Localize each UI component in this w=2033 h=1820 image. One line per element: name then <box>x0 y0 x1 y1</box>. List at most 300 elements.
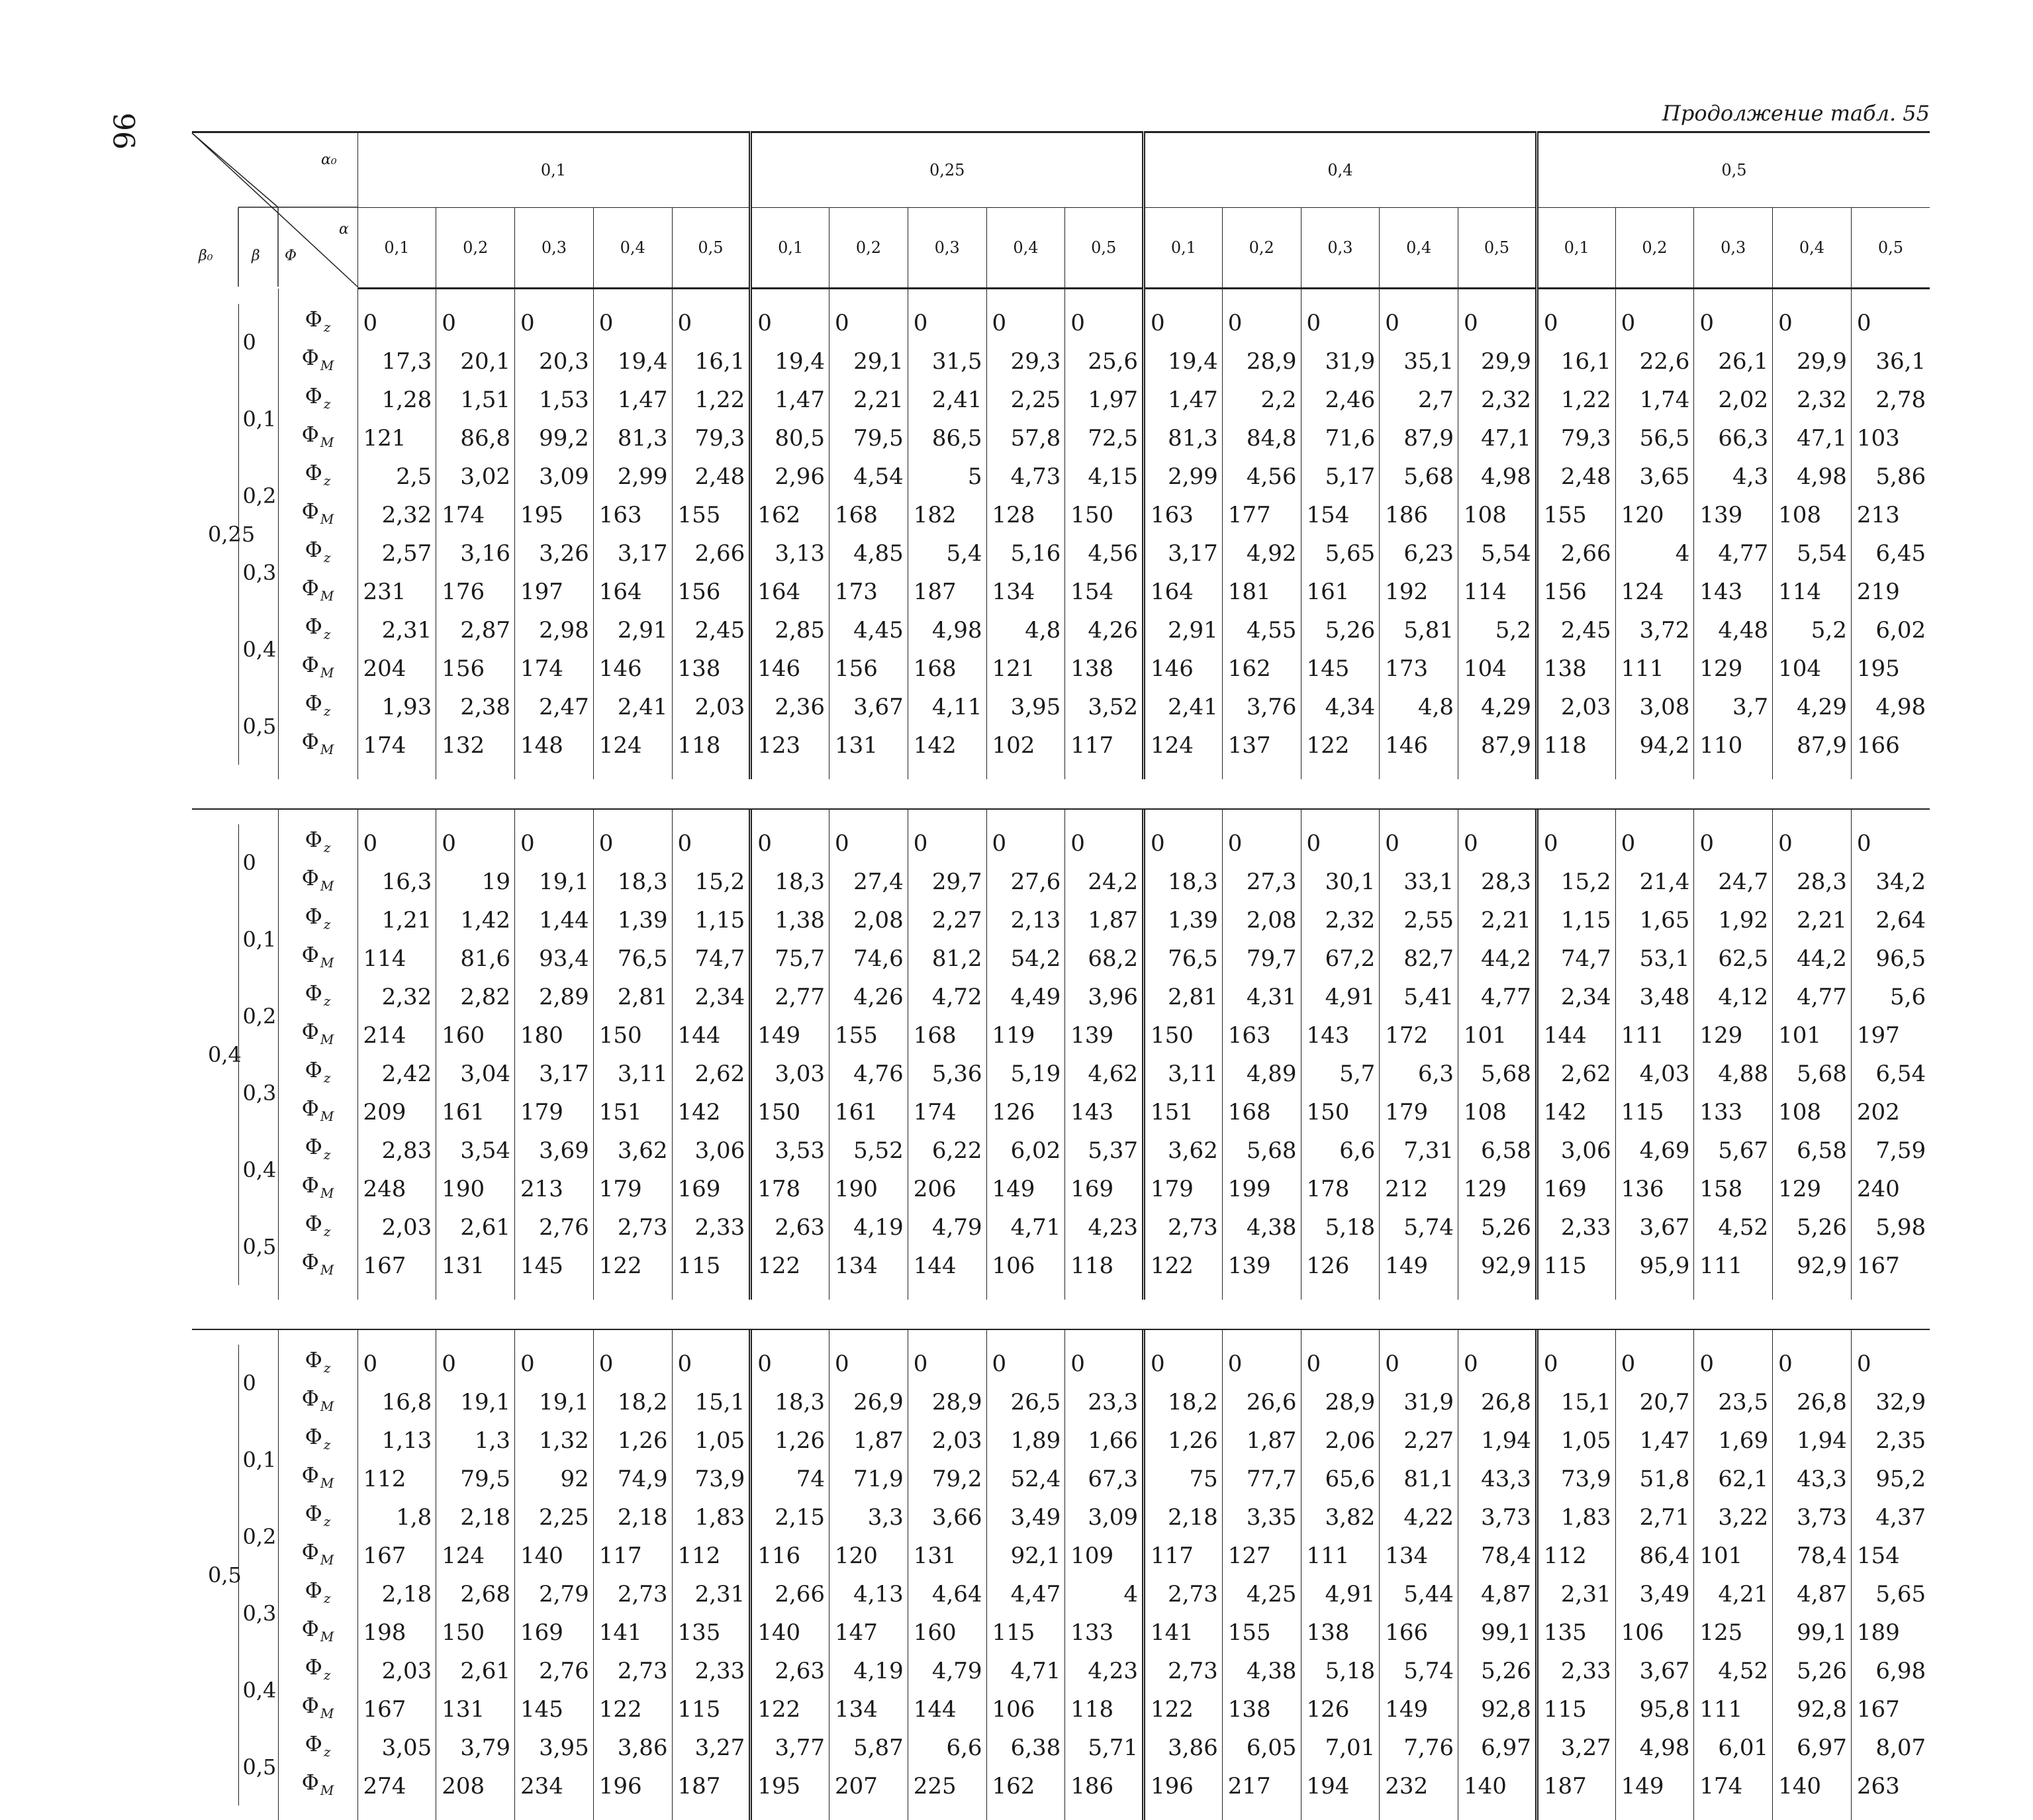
table-cell: 43,3 <box>1458 1460 1537 1498</box>
table-cell: 163 <box>593 496 672 534</box>
table-cell: 4,76 <box>829 1055 908 1093</box>
table-cell: 0 <box>515 1345 594 1383</box>
table-cell: 6,6 <box>1301 1131 1380 1170</box>
table-cell: 26,6 <box>1222 1383 1301 1421</box>
table-cell: 204 <box>357 649 436 688</box>
table-cell: 148 <box>515 726 594 765</box>
beta-value: 0,4 <box>238 1652 278 1729</box>
table-cell: 0 <box>515 304 594 342</box>
table-row <box>192 419 1930 457</box>
table-cell: 36,1 <box>1851 342 1930 381</box>
table-cell: 168 <box>908 649 986 688</box>
table-cell: 274 <box>357 1767 436 1805</box>
table-cell: 140 <box>1458 1767 1537 1805</box>
table-cell: 1,83 <box>672 1498 751 1537</box>
table-cell: 106 <box>986 1690 1065 1729</box>
table-cell: 3,17 <box>593 534 672 573</box>
table-cell: 6,3 <box>1380 1055 1458 1093</box>
table-cell: 167 <box>357 1690 436 1729</box>
table-cell: 1,83 <box>1537 1498 1615 1537</box>
table-cell: 6,01 <box>1694 1729 1773 1767</box>
table-row <box>192 1460 1930 1498</box>
table-row <box>192 824 1930 863</box>
table-cell: 4,11 <box>908 688 986 726</box>
alpha0-header: 0,1 <box>357 132 751 208</box>
table-cell: 2,27 <box>908 901 986 939</box>
table-cell: 3,69 <box>515 1131 594 1170</box>
alpha-header: 0,4 <box>593 208 672 289</box>
table-cell: 161 <box>829 1093 908 1131</box>
table-cell: 6,54 <box>1851 1055 1930 1093</box>
alpha-header: 0,5 <box>1458 208 1537 289</box>
corner-header <box>192 132 357 289</box>
table-cell: 0 <box>1615 824 1694 863</box>
table-cell: 0 <box>1222 824 1301 863</box>
table-cell: 86,4 <box>1615 1537 1694 1575</box>
beta0-label: β₀ <box>199 248 213 264</box>
table-cell: 5,87 <box>829 1729 908 1767</box>
table-cell: 0 <box>357 824 436 863</box>
table-cell: 114 <box>1458 573 1537 611</box>
table-cell: 0 <box>1537 1345 1615 1383</box>
table-cell: 2,73 <box>1144 1208 1223 1247</box>
table-cell: 137 <box>1222 726 1301 765</box>
table-cell: 2,83 <box>357 1131 436 1170</box>
table-cell: 124 <box>1615 573 1694 611</box>
table-cell: 187 <box>908 573 986 611</box>
alpha-header: 0,1 <box>1144 208 1223 289</box>
table-cell: 33,1 <box>1380 863 1458 901</box>
table-cell: 19 <box>436 863 515 901</box>
table-row <box>192 1575 1930 1613</box>
table-cell: 26,9 <box>829 1383 908 1421</box>
table-cell: 3,65 <box>1615 457 1694 496</box>
table-cell: 169 <box>672 1170 751 1208</box>
table-cell: 4,48 <box>1694 611 1773 649</box>
table-cell: 4,8 <box>1380 688 1458 726</box>
table-cell: 29,3 <box>986 342 1065 381</box>
table-cell: 20,3 <box>515 342 594 381</box>
table-row <box>192 1652 1930 1690</box>
table-cell: 1,26 <box>751 1421 829 1460</box>
phi-m-label: Φ $_M$ <box>278 1093 357 1131</box>
beta-value: 0,4 <box>238 611 278 688</box>
table-row <box>192 1729 1930 1767</box>
table-cell: 198 <box>357 1613 436 1652</box>
table-cell: 115 <box>1537 1690 1615 1729</box>
table-cell: 0 <box>357 304 436 342</box>
table-cell: 4,56 <box>1065 534 1144 573</box>
table-cell: 0 <box>829 1345 908 1383</box>
table-cell: 108 <box>1773 1093 1852 1131</box>
table-cell: 155 <box>672 496 751 534</box>
table-row <box>192 1690 1930 1729</box>
beta-value: 0 <box>238 1345 278 1421</box>
table-cell: 2,66 <box>751 1575 829 1613</box>
alpha-header: 0,3 <box>515 208 594 289</box>
table-cell: 1,74 <box>1615 381 1694 419</box>
table-cell: 4,29 <box>1773 688 1852 726</box>
table-cell: 134 <box>829 1690 908 1729</box>
table-cell: 150 <box>751 1093 829 1131</box>
table-cell: 194 <box>1301 1767 1380 1805</box>
table-cell: 0 <box>672 1345 751 1383</box>
table-cell: 23,3 <box>1065 1383 1144 1421</box>
table-cell: 34,2 <box>1851 863 1930 901</box>
table-cell: 0 <box>1694 304 1773 342</box>
table-cell: 5,98 <box>1851 1208 1930 1247</box>
table-cell: 2,25 <box>515 1498 594 1537</box>
table-cell: 134 <box>829 1247 908 1285</box>
table-cell: 1,42 <box>436 901 515 939</box>
table-cell: 30,1 <box>1301 863 1380 901</box>
table-cell: 5,37 <box>1065 1131 1144 1170</box>
table-cell: 19,4 <box>1144 342 1223 381</box>
table-cell: 115 <box>672 1690 751 1729</box>
table-cell: 1,87 <box>829 1421 908 1460</box>
table-cell: 74,7 <box>672 939 751 978</box>
table-cell: 142 <box>672 1093 751 1131</box>
table-cell: 162 <box>1222 649 1301 688</box>
table-cell: 138 <box>1537 649 1615 688</box>
table-cell: 20,1 <box>436 342 515 381</box>
table-cell: 177 <box>1222 496 1301 534</box>
table-cell: 4,37 <box>1851 1498 1930 1537</box>
table-cell: 0 <box>1380 1345 1458 1383</box>
table-cell: 19,1 <box>515 1383 594 1421</box>
table-row <box>192 304 1930 342</box>
table-cell: 2,73 <box>1144 1575 1223 1613</box>
table-cell: 0 <box>1851 304 1930 342</box>
table-cell: 4,49 <box>986 978 1065 1016</box>
table-cell: 5,18 <box>1301 1208 1380 1247</box>
table-cell: 144 <box>1537 1016 1615 1055</box>
table-cell: 179 <box>1144 1170 1223 1208</box>
table-cell: 149 <box>1615 1767 1694 1805</box>
table-cell: 15,1 <box>1537 1383 1615 1421</box>
table-cell: 0 <box>1380 824 1458 863</box>
table-cell: 207 <box>829 1767 908 1805</box>
table-cell: 4,52 <box>1694 1652 1773 1690</box>
table-cell: 240 <box>1851 1170 1930 1208</box>
table-cell: 2,57 <box>357 534 436 573</box>
table-cell: 155 <box>1537 496 1615 534</box>
table-cell: 4,69 <box>1615 1131 1694 1170</box>
table-cell: 74,7 <box>1537 939 1615 978</box>
table-cell: 166 <box>1380 1613 1458 1652</box>
table-cell: 151 <box>593 1093 672 1131</box>
table-cell: 143 <box>1694 573 1773 611</box>
table-cell: 2,03 <box>357 1652 436 1690</box>
table-cell: 2,62 <box>1537 1055 1615 1093</box>
table-cell: 4,21 <box>1694 1575 1773 1613</box>
table-cell: 28,9 <box>1222 342 1301 381</box>
table-cell: 2,18 <box>1144 1498 1223 1537</box>
table-cell: 67,3 <box>1065 1460 1144 1498</box>
table-cell: 96,5 <box>1851 939 1930 978</box>
table-cell: 2,81 <box>1144 978 1223 1016</box>
table-cell: 6,38 <box>986 1729 1065 1767</box>
table-cell: 3,03 <box>751 1055 829 1093</box>
table-cell: 29,1 <box>829 342 908 381</box>
table-cell: 3,13 <box>751 534 829 573</box>
table-cell: 2,13 <box>986 901 1065 939</box>
table-cell: 6,97 <box>1773 1729 1852 1767</box>
table-cell: 3,06 <box>672 1131 751 1170</box>
phi-m-label: Φ $_M$ <box>278 1460 357 1498</box>
table-cell: 74,6 <box>829 939 908 978</box>
table-cell: 4,92 <box>1222 534 1301 573</box>
table-cell: 141 <box>1144 1613 1223 1652</box>
table-cell: 139 <box>1694 496 1773 534</box>
table-cell: 151 <box>1144 1093 1223 1131</box>
table-cell: 1,97 <box>1065 381 1144 419</box>
table-cell: 112 <box>1537 1537 1615 1575</box>
table-cell: 1,44 <box>515 901 594 939</box>
table-cell: 6,58 <box>1458 1131 1537 1170</box>
table-cell: 1,28 <box>357 381 436 419</box>
table-cell: 18,3 <box>751 1383 829 1421</box>
table-cell: 35,1 <box>1380 342 1458 381</box>
table-cell: 0 <box>1694 1345 1773 1383</box>
table-cell: 2,55 <box>1380 901 1458 939</box>
phi-z-label: Φ $_z$ <box>278 978 357 1016</box>
table-cell: 4,52 <box>1694 1208 1773 1247</box>
table-cell: 1,94 <box>1458 1421 1537 1460</box>
table-cell: 136 <box>1615 1170 1694 1208</box>
table-cell: 197 <box>515 573 594 611</box>
table-cell: 7,31 <box>1380 1131 1458 1170</box>
table-cell: 4 <box>1065 1575 1144 1613</box>
table-cell: 6,58 <box>1773 1131 1852 1170</box>
table-cell: 3,82 <box>1301 1498 1380 1537</box>
table-row <box>192 1016 1930 1055</box>
table-cell: 122 <box>593 1247 672 1285</box>
table-cell: 6,02 <box>986 1131 1065 1170</box>
table-cell: 95,2 <box>1851 1460 1930 1498</box>
table-row <box>192 1613 1930 1652</box>
table-cell: 131 <box>436 1690 515 1729</box>
table-cell: 4,19 <box>829 1208 908 1247</box>
table-cell: 6,45 <box>1851 534 1930 573</box>
table-cell: 214 <box>357 1016 436 1055</box>
table-cell: 25,6 <box>1065 342 1144 381</box>
table-cell: 2,46 <box>1301 381 1380 419</box>
table-cell: 2,99 <box>1144 457 1223 496</box>
beta-value: 0,2 <box>238 457 278 534</box>
table-cell: 0 <box>672 824 751 863</box>
table-cell: 71,6 <box>1301 419 1380 457</box>
table-cell: 4,34 <box>1301 688 1380 726</box>
table-cell: 7,01 <box>1301 1729 1380 1767</box>
table-cell: 5,19 <box>986 1055 1065 1093</box>
phi-label: Φ <box>285 248 297 264</box>
table-cell: 2,66 <box>672 534 751 573</box>
table-cell: 0 <box>593 824 672 863</box>
table-cell: 2,41 <box>1144 688 1223 726</box>
table-cell: 111 <box>1615 1016 1694 1055</box>
table-cell: 1,47 <box>751 381 829 419</box>
phi-m-label: Φ $_M$ <box>278 726 357 765</box>
table-cell: 0 <box>672 304 751 342</box>
table-cell: 27,3 <box>1222 863 1301 901</box>
table-cell: 2,32 <box>357 496 436 534</box>
table-cell: 195 <box>1851 649 1930 688</box>
phi-m-label: Φ $_M$ <box>278 1247 357 1285</box>
table-cell: 164 <box>751 573 829 611</box>
table-cell: 84,8 <box>1222 419 1301 457</box>
alpha0-header: 0,4 <box>1144 132 1537 208</box>
table-cell: 121 <box>357 419 436 457</box>
phi-z-label: Φ $_z$ <box>278 688 357 726</box>
table-cell: 150 <box>1301 1093 1380 1131</box>
alpha-header: 0,5 <box>672 208 751 289</box>
table-cell: 16,1 <box>672 342 751 381</box>
table-cell: 0 <box>1458 1345 1537 1383</box>
table-cell: 4,72 <box>908 978 986 1016</box>
table-cell: 2,33 <box>1537 1652 1615 1690</box>
table-cell: 17,3 <box>357 342 436 381</box>
beta-value: 0,1 <box>238 901 278 978</box>
table-row <box>192 342 1930 381</box>
table-cell: 26,8 <box>1773 1383 1852 1421</box>
table-cell: 87,9 <box>1380 419 1458 457</box>
table-cell: 53,1 <box>1615 939 1694 978</box>
table-cell: 104 <box>1773 649 1852 688</box>
table-cell: 116 <box>751 1537 829 1575</box>
table-cell: 3,17 <box>1144 534 1223 573</box>
table-cell: 2,87 <box>436 611 515 649</box>
table-cell: 4,23 <box>1065 1208 1144 1247</box>
table-cell: 74 <box>751 1460 829 1498</box>
table-cell: 77,7 <box>1222 1460 1301 1498</box>
table-cell: 3,09 <box>515 457 594 496</box>
table-row <box>192 978 1930 1016</box>
table-cell: 213 <box>515 1170 594 1208</box>
table-cell: 115 <box>986 1613 1065 1652</box>
table-cell: 92,8 <box>1773 1690 1852 1729</box>
table-row <box>192 457 1930 496</box>
table-cell: 26,1 <box>1694 342 1773 381</box>
table-cell: 2,91 <box>593 611 672 649</box>
table-cell: 2,66 <box>1537 534 1615 573</box>
table-cell: 167 <box>357 1247 436 1285</box>
table-cell: 2,38 <box>436 688 515 726</box>
table-cell: 0 <box>593 1345 672 1383</box>
table-cell: 5,54 <box>1773 534 1852 573</box>
table-cell: 140 <box>515 1537 594 1575</box>
beta-value: 0,3 <box>238 534 278 611</box>
table-cell: 0 <box>1773 824 1852 863</box>
phi-z-label: Φ $_z$ <box>278 1131 357 1170</box>
table-cell: 182 <box>908 496 986 534</box>
table-cell: 47,1 <box>1773 419 1852 457</box>
table-cell: 5,86 <box>1851 457 1930 496</box>
table-cell: 145 <box>515 1247 594 1285</box>
table-cell: 4,12 <box>1694 978 1773 1016</box>
table-cell: 2,47 <box>515 688 594 726</box>
table-row <box>192 1208 1930 1247</box>
table-cell: 2,61 <box>436 1652 515 1690</box>
table-cell: 24,7 <box>1694 863 1773 901</box>
table-cell: 15,2 <box>1537 863 1615 901</box>
table-cell: 0 <box>751 824 829 863</box>
table-cell: 2,31 <box>1537 1575 1615 1613</box>
table-cell: 174 <box>1694 1767 1773 1805</box>
table-cell: 81,6 <box>436 939 515 978</box>
table-caption: Продолжение табл. 55 <box>1662 101 1930 126</box>
table-cell: 0 <box>1222 1345 1301 1383</box>
table-cell: 4,47 <box>986 1575 1065 1613</box>
table-cell: 146 <box>593 649 672 688</box>
table-cell: 0 <box>1458 824 1537 863</box>
table-cell: 263 <box>1851 1767 1930 1805</box>
table-cell: 0 <box>1615 304 1694 342</box>
table-cell: 118 <box>1065 1247 1144 1285</box>
table-cell: 1,66 <box>1065 1421 1144 1460</box>
alpha-header: 0,1 <box>1537 208 1615 289</box>
table-cell: 0 <box>986 1345 1065 1383</box>
phi-z-label: Φ $_z$ <box>278 1208 357 1247</box>
table-cell: 162 <box>986 1767 1065 1805</box>
table-cell: 4,31 <box>1222 978 1301 1016</box>
table-row <box>192 1093 1930 1131</box>
table-cell: 5,26 <box>1458 1652 1537 1690</box>
table-cell: 5,68 <box>1773 1055 1852 1093</box>
table-cell: 2,81 <box>593 978 672 1016</box>
phi-m-label: Φ $_M$ <box>278 1537 357 1575</box>
table-cell: 3,11 <box>593 1055 672 1093</box>
table-cell: 129 <box>1694 1016 1773 1055</box>
table-row <box>192 901 1930 939</box>
table-row <box>192 1537 1930 1575</box>
table-cell: 0 <box>829 824 908 863</box>
table-cell: 86,5 <box>908 419 986 457</box>
table-cell: 2,63 <box>751 1652 829 1690</box>
table-cell: 3,27 <box>1537 1729 1615 1767</box>
table-cell: 122 <box>1144 1690 1223 1729</box>
table-row <box>192 863 1930 901</box>
table-cell: 2,63 <box>751 1208 829 1247</box>
table-cell: 121 <box>986 649 1065 688</box>
table-cell: 2,2 <box>1222 381 1301 419</box>
table-cell: 3,26 <box>515 534 594 573</box>
table-cell: 108 <box>1458 1093 1537 1131</box>
table-cell: 189 <box>1851 1613 1930 1652</box>
table-cell: 123 <box>751 726 829 765</box>
table-cell: 173 <box>1380 649 1458 688</box>
table-cell: 2,33 <box>672 1652 751 1690</box>
table-cell: 5,65 <box>1851 1575 1930 1613</box>
table-cell: 1,69 <box>1694 1421 1773 1460</box>
table-cell: 5,26 <box>1773 1208 1852 1247</box>
phi-m-label: Φ $_M$ <box>278 342 357 381</box>
table-cell: 5,26 <box>1301 611 1380 649</box>
table-row <box>192 1767 1930 1805</box>
table-cell: 2,73 <box>593 1208 672 1247</box>
table-cell: 19,1 <box>436 1383 515 1421</box>
table-cell: 2,96 <box>751 457 829 496</box>
table-cell: 0 <box>1144 1345 1223 1383</box>
table-cell: 2,03 <box>672 688 751 726</box>
table-cell: 1,32 <box>515 1421 594 1460</box>
phi-z-label: Φ $_z$ <box>278 1055 357 1093</box>
table-cell: 190 <box>829 1170 908 1208</box>
table-cell: 5,68 <box>1458 1055 1537 1093</box>
table-cell: 155 <box>829 1016 908 1055</box>
table-cell: 118 <box>1065 1690 1144 1729</box>
table-cell: 144 <box>908 1247 986 1285</box>
